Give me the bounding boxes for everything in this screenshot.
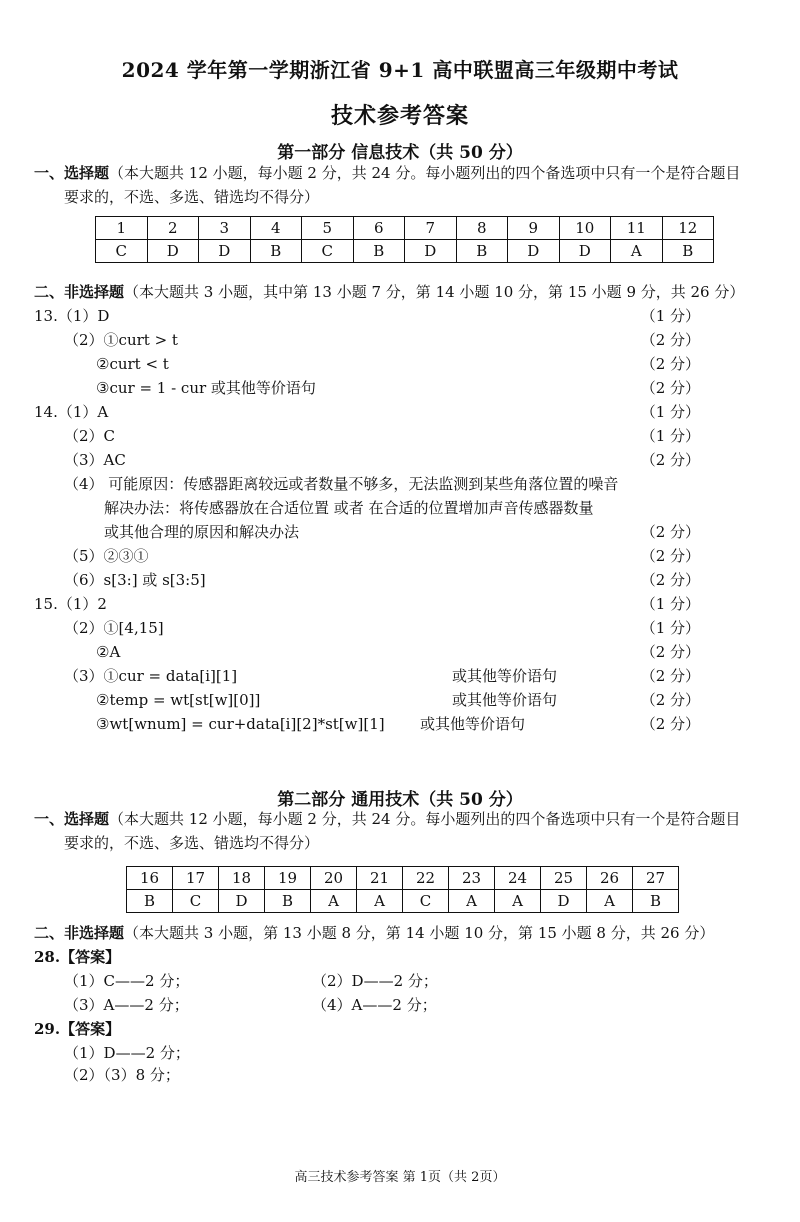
part1-title: 第一部分 信息技术（共 50 分） <box>277 143 523 163</box>
answer-line-text: 解决办法：将传感器放在合适位置 或者 在合适的位置增加声音传感器数量 <box>104 499 594 517</box>
document-subtitle: 技术参考答案 <box>330 103 469 129</box>
part1-answer-table <box>95 216 714 263</box>
answer-cell: A <box>587 890 633 913</box>
question-number-cell: 4 <box>250 217 302 240</box>
question-number-cell: 25 <box>541 867 587 890</box>
q28-answer-2: （2）D——2 分； <box>312 972 438 990</box>
answer-line-score: （2 分） <box>640 547 700 565</box>
answer-line-text: （5）②③① <box>64 547 149 565</box>
answer-line-score: （2 分） <box>640 643 700 661</box>
answer-cell: B <box>265 890 311 913</box>
answer-line-alt: 或其他等价语句 <box>452 667 558 685</box>
answer-line-text: 14.（1）A <box>34 403 109 421</box>
answer-line-text: ③cur = 1 - cur 或其他等价语句 <box>96 379 316 397</box>
answer-line-score: （2 分） <box>640 379 700 397</box>
answer-line-score: （2 分） <box>640 451 700 469</box>
answer-line-score: （2 分） <box>640 355 700 373</box>
question-number-cell: 17 <box>173 867 219 890</box>
part2-nonmc-intro <box>34 922 714 944</box>
answer-line-text: （2）①curt > t <box>64 331 178 349</box>
part2-answer-table <box>126 866 679 913</box>
answer-cell: B <box>353 240 405 263</box>
answer-cell: D <box>199 240 251 263</box>
page-footer: 高三技术参考答案 第 1页（共 2页） <box>294 1170 506 1185</box>
part1-nonmc-heading: 二、非选择题 <box>34 283 125 301</box>
answer-cell: D <box>219 890 265 913</box>
part2-nonmc-heading: 二、非选择题 <box>34 924 125 942</box>
answer-cell: B <box>456 240 508 263</box>
question-number-cell: 6 <box>353 217 405 240</box>
part2-mc-heading: 一、选择题 <box>34 810 110 828</box>
answer-cell: C <box>403 890 449 913</box>
question-number-cell: 7 <box>405 217 457 240</box>
answer-line-score: （2 分） <box>640 331 700 349</box>
part2-nonmc-desc: （本大题共 3 小题，第 13 小题 8 分，第 14 小题 10 分，第 15 小题 8 分，共 26 分） <box>124 924 715 942</box>
answer-cell: B <box>250 240 302 263</box>
answer-line-text: ③wt[wnum] = cur+data[i][2]*st[w][1] <box>96 715 385 733</box>
part1-number-row <box>96 217 714 240</box>
answer-cell: A <box>311 890 357 913</box>
question-number-cell: 8 <box>456 217 508 240</box>
q28-answer-1: （1）C——2 分； <box>64 972 190 990</box>
question-number-cell: 27 <box>633 867 679 890</box>
part2-mc-desc-1: （本大题共 12 小题，每小题 2 分，共 24 分。每小题列出的四个备选项中只有一个是符合题目 <box>109 810 741 828</box>
answer-line-text: （2）C <box>64 427 116 445</box>
document-title: 2024 学年第一学期浙江省 9+1 高中联盟高三年级期中考试 <box>121 58 679 82</box>
q29-label: 29.【答案】 <box>34 1020 121 1038</box>
q28-answer-3: （3）A——2 分； <box>64 996 189 1014</box>
answer-line-text: 15.（1）2 <box>34 595 107 613</box>
answer-line-score: （1 分） <box>640 619 700 637</box>
question-number-cell: 26 <box>587 867 633 890</box>
answer-line-alt: 或其他等价语句 <box>420 715 526 733</box>
answer-cell: A <box>495 890 541 913</box>
answer-line-text: （3）AC <box>64 451 126 469</box>
part1-mc-intro <box>34 162 740 184</box>
part1-nonmc-desc: （本大题共 3 小题，其中第 13 小题 7 分，第 14 小题 10 分，第 15 小题 9 分，共 26 分） <box>124 283 745 301</box>
part2-mc-desc-2: 要求的，不选、多选、错选均不得分） <box>64 834 320 852</box>
question-number-cell: 21 <box>357 867 403 890</box>
question-number-cell: 12 <box>662 217 714 240</box>
answer-line-score: （1 分） <box>640 307 700 325</box>
answer-line-alt: 或其他等价语句 <box>452 691 558 709</box>
question-number-cell: 10 <box>559 217 611 240</box>
q28-answer-4: （4）A——2 分； <box>312 996 437 1014</box>
answer-line-text: 13.（1）D <box>34 307 110 325</box>
answer-line-score: （1 分） <box>640 595 700 613</box>
question-number-cell: 18 <box>219 867 265 890</box>
part2-mc-intro <box>34 808 740 830</box>
answer-line-text: （3）①cur = data[i][1] <box>64 667 238 685</box>
answer-line-score: （1 分） <box>640 427 700 445</box>
answer-line-score: （2 分） <box>640 715 700 733</box>
part1-mc-desc-1: （本大题共 12 小题，每小题 2 分，共 24 分。每小题列出的四个备选项中只有一个是符合题目 <box>109 164 741 182</box>
answer-line-text: （4） 可能原因：传感器距离较远或者数量不够多，无法监测到某些角落位置的噪音 <box>64 475 619 493</box>
part2-number-row <box>127 867 679 890</box>
q29-answer-1: （1）D——2 分； <box>64 1044 190 1062</box>
question-number-cell: 5 <box>302 217 354 240</box>
answer-cell: B <box>633 890 679 913</box>
question-number-cell: 11 <box>611 217 663 240</box>
part1-answer-row <box>96 240 714 263</box>
question-number-cell: 3 <box>199 217 251 240</box>
question-number-cell: 16 <box>127 867 173 890</box>
answer-cell: D <box>559 240 611 263</box>
answer-line-text: （2）①[4,15] <box>64 619 164 637</box>
answer-line-score: （2 分） <box>640 523 700 541</box>
question-number-cell: 9 <box>508 217 560 240</box>
answer-line-score: （2 分） <box>640 571 700 589</box>
answer-cell: C <box>96 240 148 263</box>
question-number-cell: 19 <box>265 867 311 890</box>
answer-line-text: 或其他合理的原因和解决办法 <box>104 523 300 541</box>
answer-line-score: （1 分） <box>640 403 700 421</box>
part2-answer-row <box>127 890 679 913</box>
question-number-cell: 1 <box>96 217 148 240</box>
part1-mc-heading: 一、选择题 <box>34 164 110 182</box>
part1-nonmc-intro <box>34 281 744 303</box>
answer-cell: D <box>541 890 587 913</box>
question-number-cell: 2 <box>147 217 199 240</box>
question-number-cell: 22 <box>403 867 449 890</box>
answer-line-text: （6）s[3:] 或 s[3:5] <box>64 571 206 589</box>
part2-title: 第二部分 通用技术（共 50 分） <box>277 790 523 810</box>
question-number-cell: 20 <box>311 867 357 890</box>
answer-cell: C <box>302 240 354 263</box>
answer-cell: D <box>508 240 560 263</box>
answer-line-text: ②curt < t <box>96 355 169 373</box>
answer-cell: C <box>173 890 219 913</box>
answer-line-text: ②A <box>96 643 121 661</box>
answer-cell: A <box>611 240 663 263</box>
q28-label: 28.【答案】 <box>34 948 121 966</box>
answer-cell: A <box>357 890 403 913</box>
part1-mc-desc-2: 要求的，不选、多选、错选均不得分） <box>64 188 320 206</box>
answer-line-text: ②temp = wt[st[w][0]] <box>96 691 261 709</box>
question-number-cell: 24 <box>495 867 541 890</box>
answer-cell: B <box>662 240 714 263</box>
question-number-cell: 23 <box>449 867 495 890</box>
answer-line-score: （2 分） <box>640 691 700 709</box>
answer-cell: A <box>449 890 495 913</box>
answer-cell: D <box>405 240 457 263</box>
answer-line-score: （2 分） <box>640 667 700 685</box>
answer-cell: D <box>147 240 199 263</box>
answer-cell: B <box>127 890 173 913</box>
q29-answer-2: （2）（3）8 分； <box>64 1066 180 1084</box>
